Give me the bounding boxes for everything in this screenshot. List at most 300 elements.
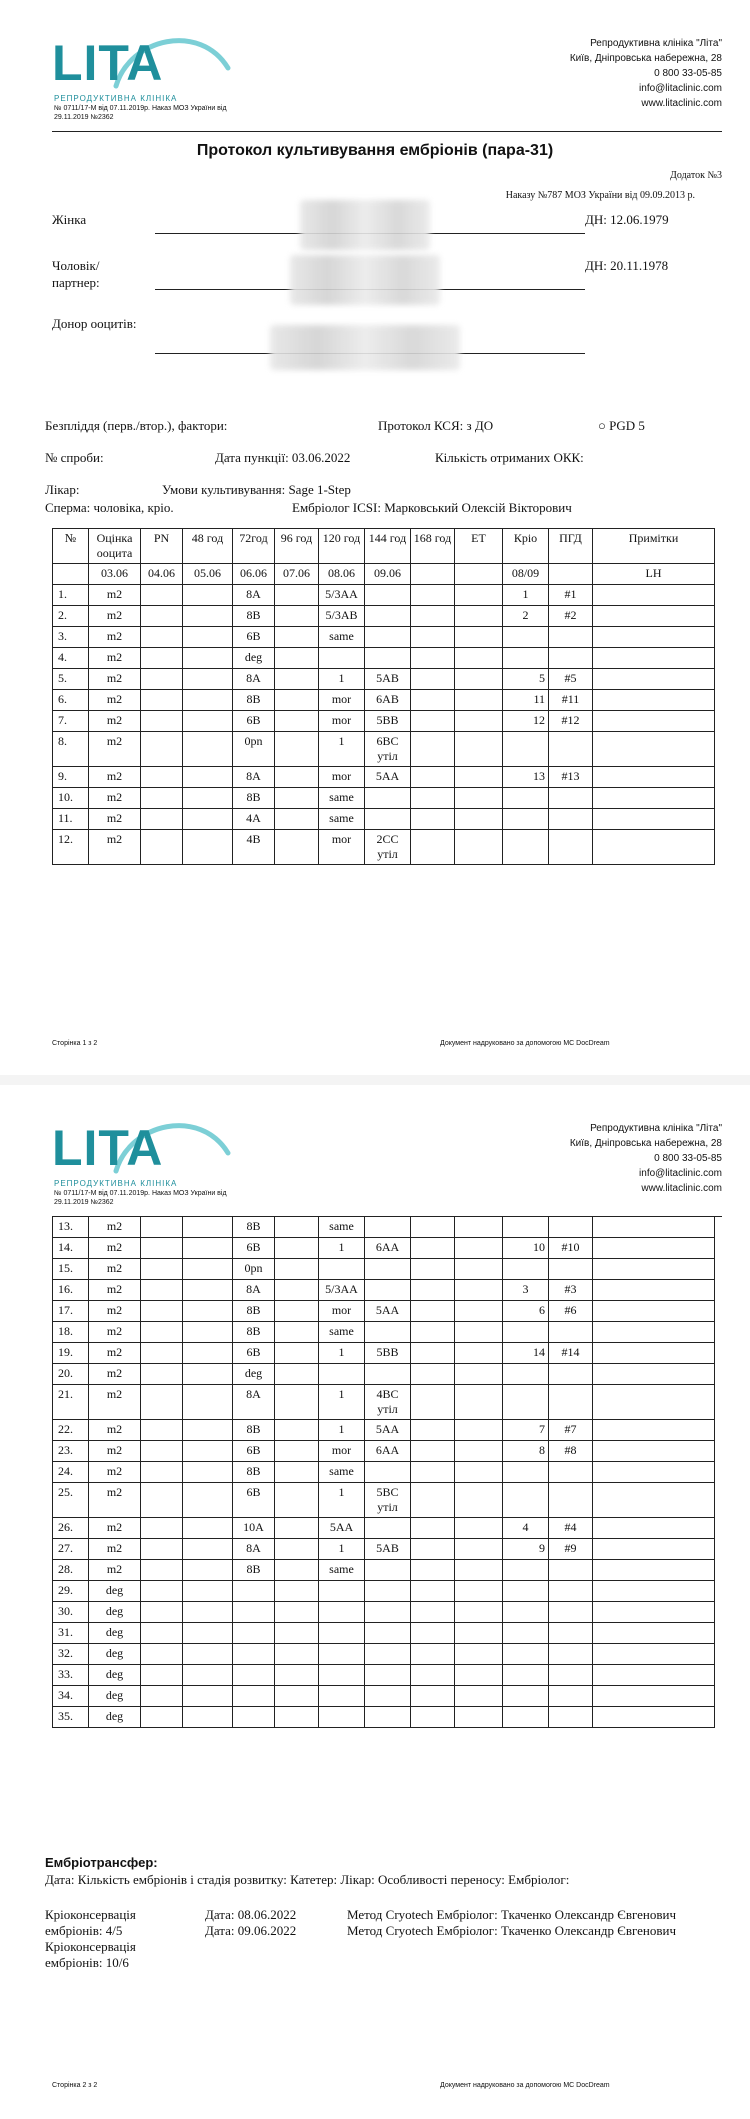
cryo-label: Кріоконсервація xyxy=(45,1939,136,1954)
table-cell xyxy=(455,1217,503,1238)
page-number: Сторінка 2 з 2 xyxy=(52,2082,98,2089)
table-row xyxy=(53,669,715,690)
table-cell xyxy=(183,1686,233,1707)
table-cell xyxy=(549,1364,593,1385)
table-row xyxy=(53,1707,715,1728)
table-cell: deg xyxy=(89,1686,141,1707)
embryo-table-continued xyxy=(52,1216,715,1728)
table-cell xyxy=(275,809,319,830)
table-cell: 4BC утіл xyxy=(365,1385,411,1420)
table-cell: 1 xyxy=(319,1343,365,1364)
table-cell: 2 xyxy=(503,606,549,627)
table-cell: deg xyxy=(89,1644,141,1665)
table-row xyxy=(53,1322,715,1343)
table-cell: 144 год xyxy=(365,529,411,564)
table-cell: deg xyxy=(89,1707,141,1728)
document-page-2 xyxy=(0,1085,750,2119)
table-cell xyxy=(411,1238,455,1259)
table-cell: 13 xyxy=(503,767,549,788)
license-info xyxy=(54,1189,274,1207)
table-cell xyxy=(549,1385,593,1420)
table-cell: 1 xyxy=(319,1420,365,1441)
table-cell: 5AA xyxy=(365,767,411,788)
table-cell xyxy=(411,1581,455,1602)
table-cell xyxy=(503,1644,549,1665)
table-cell xyxy=(275,1462,319,1483)
table-cell xyxy=(455,1385,503,1420)
puncture-date: Дата пункції: 03.06.2022 xyxy=(215,450,351,465)
table-cell: #8 xyxy=(549,1441,593,1462)
license-info xyxy=(54,104,274,122)
table-cell xyxy=(593,1665,715,1686)
table-cell xyxy=(319,1364,365,1385)
table-cell: m2 xyxy=(89,669,141,690)
table-cell xyxy=(455,767,503,788)
table-cell xyxy=(411,1301,455,1322)
table-cell: 4 xyxy=(503,1518,549,1539)
okk-count-field: Кількість отриманих ОКК: xyxy=(435,450,584,465)
table-cell xyxy=(319,1707,365,1728)
table-cell xyxy=(455,648,503,669)
table-cell: 5 xyxy=(503,669,549,690)
table-cell: 9. xyxy=(53,767,89,788)
table-cell xyxy=(141,711,183,732)
table-cell: 04.06 xyxy=(141,564,183,585)
table-cell xyxy=(365,1686,411,1707)
table-cell xyxy=(141,1364,183,1385)
table-cell xyxy=(411,669,455,690)
table-cell xyxy=(455,690,503,711)
table-cell xyxy=(141,627,183,648)
table-cell xyxy=(411,1483,455,1518)
table-cell: 3. xyxy=(53,627,89,648)
table-cell: 03.06 xyxy=(89,564,141,585)
table-cell xyxy=(503,830,549,865)
table-cell: 9 xyxy=(503,1539,549,1560)
table-cell: 24. xyxy=(53,1462,89,1483)
table-row xyxy=(53,1217,715,1238)
table-cell xyxy=(183,1280,233,1301)
table-cell xyxy=(411,767,455,788)
table-cell xyxy=(275,1217,319,1238)
table-row xyxy=(53,788,715,809)
table-cell xyxy=(275,711,319,732)
table-cell: 5BC утіл xyxy=(365,1483,411,1518)
clinic-site: www.litaclinic.com xyxy=(641,98,722,109)
table-cell xyxy=(365,1644,411,1665)
table-cell: 120 год xyxy=(319,529,365,564)
table-cell: 29. xyxy=(53,1581,89,1602)
clinic-address: Київ, Дніпровська набережна, 28 xyxy=(569,53,722,64)
table-cell xyxy=(141,1259,183,1280)
table-cell xyxy=(455,809,503,830)
table-cell xyxy=(455,1644,503,1665)
table-row xyxy=(53,1560,715,1581)
table-cell xyxy=(183,669,233,690)
table-row xyxy=(53,1441,715,1462)
redacted-name xyxy=(300,200,430,250)
table-cell xyxy=(365,1560,411,1581)
table-row xyxy=(53,711,715,732)
table-cell: 17. xyxy=(53,1301,89,1322)
table-cell xyxy=(141,1462,183,1483)
table-cell: 1 xyxy=(319,669,365,690)
table-cell xyxy=(183,1385,233,1420)
table-cell xyxy=(503,788,549,809)
table-cell xyxy=(275,1364,319,1385)
table-row xyxy=(53,1385,715,1420)
table-cell xyxy=(455,669,503,690)
table-cell xyxy=(275,1560,319,1581)
table-cell xyxy=(411,1560,455,1581)
table-cell: 8B xyxy=(233,1462,275,1483)
logo-text: LITA xyxy=(52,35,164,91)
table-cell xyxy=(141,1602,183,1623)
table-cell: same xyxy=(319,1560,365,1581)
table-cell: Кріо xyxy=(503,529,549,564)
table-cell xyxy=(455,1686,503,1707)
pgd-field: ○ PGD 5 xyxy=(598,418,645,433)
clinic-logo xyxy=(52,34,272,124)
table-cell xyxy=(549,1581,593,1602)
table-cell xyxy=(275,1539,319,1560)
table-cell xyxy=(593,830,715,865)
table-cell xyxy=(549,627,593,648)
table-cell xyxy=(503,1259,549,1280)
table-cell xyxy=(411,1707,455,1728)
table-cell xyxy=(141,1560,183,1581)
table-cell xyxy=(365,1322,411,1343)
table-cell xyxy=(275,627,319,648)
table-cell: 30. xyxy=(53,1602,89,1623)
table-cell: 0pn xyxy=(233,1259,275,1280)
woman-dob: ДН: 12.06.1979 xyxy=(585,212,669,227)
table-cell xyxy=(141,585,183,606)
table-cell xyxy=(455,830,503,865)
table-cell xyxy=(503,1665,549,1686)
page-header xyxy=(52,1115,722,1215)
table-cell xyxy=(593,1238,715,1259)
table-cell: 5/3AA xyxy=(319,585,365,606)
table-cell xyxy=(593,1322,715,1343)
table-cell xyxy=(411,1462,455,1483)
table-cell: m2 xyxy=(89,1441,141,1462)
table-cell: 6 xyxy=(503,1301,549,1322)
table-cell xyxy=(183,1665,233,1686)
table-cell xyxy=(503,648,549,669)
table-cell xyxy=(365,627,411,648)
clinic-address: Київ, Дніпровська набережна, 28 xyxy=(569,1138,722,1149)
cryo-embryos: ембріонів: 10/6 xyxy=(45,1955,129,1970)
table-row xyxy=(53,648,715,669)
table-cell: ET xyxy=(455,529,503,564)
table-cell xyxy=(593,648,715,669)
header-divider xyxy=(52,131,722,132)
table-cell: #9 xyxy=(549,1539,593,1560)
table-cell: 28. xyxy=(53,1560,89,1581)
license-line-1: № 0711/17-М від 07.11.2019р. Наказ МОЗ України від xyxy=(54,105,227,112)
table-cell xyxy=(275,1602,319,1623)
table-cell xyxy=(183,1322,233,1343)
table-cell xyxy=(319,1259,365,1280)
table-row xyxy=(53,585,715,606)
table-cell xyxy=(183,585,233,606)
table-cell xyxy=(183,690,233,711)
table-cell: #11 xyxy=(549,690,593,711)
table-cell xyxy=(455,564,503,585)
table-cell xyxy=(593,1623,715,1644)
table-cell xyxy=(455,1364,503,1385)
table-cell: #3 xyxy=(549,1280,593,1301)
table-cell xyxy=(183,1364,233,1385)
table-cell: m2 xyxy=(89,1259,141,1280)
table-cell xyxy=(593,1441,715,1462)
table-cell xyxy=(275,767,319,788)
table-cell: same xyxy=(319,809,365,830)
clinic-phone: 0 800 33-05-85 xyxy=(654,1153,722,1164)
table-cell xyxy=(503,1462,549,1483)
table-cell xyxy=(365,1623,411,1644)
table-cell xyxy=(411,1280,455,1301)
table-cell xyxy=(275,1686,319,1707)
table-cell xyxy=(183,1462,233,1483)
table-cell: 35. xyxy=(53,1707,89,1728)
table-cell: 5AA xyxy=(365,1420,411,1441)
clinic-name: Репродуктивна клініка "Літа" xyxy=(590,1123,722,1134)
table-cell: 27. xyxy=(53,1539,89,1560)
table-cell xyxy=(455,1581,503,1602)
table-cell xyxy=(455,1518,503,1539)
table-cell: #10 xyxy=(549,1238,593,1259)
table-cell: #12 xyxy=(549,711,593,732)
table-row xyxy=(53,1581,715,1602)
table-cell xyxy=(183,1560,233,1581)
table-cell xyxy=(275,1385,319,1420)
table-cell: deg xyxy=(89,1623,141,1644)
table-cell: 8B xyxy=(233,1420,275,1441)
clinic-email: info@litaclinic.com xyxy=(639,1168,722,1179)
table-cell: mor xyxy=(319,711,365,732)
table-cell: m2 xyxy=(89,648,141,669)
table-cell: 10 xyxy=(503,1238,549,1259)
table-cell: #1 xyxy=(549,585,593,606)
table-row xyxy=(53,1259,715,1280)
table-row xyxy=(53,690,715,711)
table-cell: 5AB xyxy=(365,669,411,690)
table-cell xyxy=(183,809,233,830)
table-cell: 21. xyxy=(53,1385,89,1420)
table-cell xyxy=(455,1462,503,1483)
table-row xyxy=(53,1602,715,1623)
table-cell: 14 xyxy=(503,1343,549,1364)
table-cell xyxy=(365,1518,411,1539)
table-cell: 8. xyxy=(53,732,89,767)
table-cell: 7. xyxy=(53,711,89,732)
clinic-phone: 0 800 33-05-85 xyxy=(654,68,722,79)
table-cell: 33. xyxy=(53,1665,89,1686)
redacted-name xyxy=(270,325,460,370)
table-cell xyxy=(549,1707,593,1728)
table-cell xyxy=(549,809,593,830)
table-cell: 5. xyxy=(53,669,89,690)
page-title: Протокол культивування ембріонів (пара-31) xyxy=(196,142,554,159)
table-cell xyxy=(411,1364,455,1385)
table-cell xyxy=(455,1280,503,1301)
table-cell xyxy=(141,788,183,809)
table-row xyxy=(53,1665,715,1686)
table-cell xyxy=(275,1623,319,1644)
table-cell: 5AA xyxy=(319,1518,365,1539)
cryo-date: Дата: 09.06.2022 xyxy=(205,1923,297,1938)
table-cell xyxy=(593,1385,715,1420)
table-cell: m2 xyxy=(89,788,141,809)
table-cell: m2 xyxy=(89,1364,141,1385)
table-cell xyxy=(593,732,715,767)
table-cell: #13 xyxy=(549,767,593,788)
table-cell xyxy=(141,809,183,830)
culture-conditions: Умови культивування: Sage 1-Step xyxy=(162,482,351,497)
table-cell xyxy=(593,1707,715,1728)
table-cell xyxy=(319,1644,365,1665)
table-cell: m2 xyxy=(89,627,141,648)
table-cell xyxy=(275,1665,319,1686)
table-cell: m2 xyxy=(89,1343,141,1364)
table-cell: deg xyxy=(233,1364,275,1385)
license-line-2: 29.11.2019 №2362 xyxy=(54,114,114,121)
partner-label-2: партнер: xyxy=(52,275,100,290)
table-cell: 8B xyxy=(233,1560,275,1581)
table-cell xyxy=(365,1581,411,1602)
table-cell: same xyxy=(319,1322,365,1343)
cryo-method: Метод Cryotech Ембріолог: Ткаченко Олександр Євгенович xyxy=(347,1923,677,1938)
table-cell xyxy=(141,1420,183,1441)
table-cell: m2 xyxy=(89,1238,141,1259)
table-cell xyxy=(455,1707,503,1728)
table-row xyxy=(53,1462,715,1483)
table-cell xyxy=(549,732,593,767)
table-cell xyxy=(183,1420,233,1441)
table-cell xyxy=(411,809,455,830)
table-cell xyxy=(141,1301,183,1322)
table-cell xyxy=(275,1420,319,1441)
table-cell xyxy=(455,1602,503,1623)
table-cell xyxy=(365,585,411,606)
table-cell xyxy=(141,1441,183,1462)
table-cell xyxy=(549,1644,593,1665)
table-cell xyxy=(593,1217,715,1238)
table-cell xyxy=(593,1301,715,1322)
table-cell: 26. xyxy=(53,1518,89,1539)
table-cell: mor xyxy=(319,830,365,865)
table-cell xyxy=(593,1462,715,1483)
table-cell: #14 xyxy=(549,1343,593,1364)
table-cell: 08/09 xyxy=(503,564,549,585)
table-cell xyxy=(275,1707,319,1728)
table-cell: 1 xyxy=(319,732,365,767)
table-cell: 8A xyxy=(233,585,275,606)
table-cell xyxy=(455,711,503,732)
table-cell: deg xyxy=(89,1602,141,1623)
table-cell: 25. xyxy=(53,1483,89,1518)
table-cell xyxy=(183,1301,233,1322)
table-cell: 4A xyxy=(233,809,275,830)
table-cell xyxy=(275,690,319,711)
table-cell xyxy=(411,690,455,711)
table-cell xyxy=(455,1238,503,1259)
table-cell xyxy=(593,1420,715,1441)
table-cell xyxy=(141,767,183,788)
table-cell: 1 xyxy=(319,1238,365,1259)
table-cell xyxy=(233,1665,275,1686)
table-cell: Оцінка ооцита xyxy=(89,529,141,564)
woman-label: Жінка xyxy=(52,212,87,227)
table-cell xyxy=(411,1665,455,1686)
table-cell xyxy=(365,788,411,809)
partner-label: Чоловік/ xyxy=(52,258,100,273)
table-cell xyxy=(319,1665,365,1686)
table-cell: 0pn xyxy=(233,732,275,767)
table-cell: #2 xyxy=(549,606,593,627)
table-cell: 11 xyxy=(503,690,549,711)
table-cell: 6B xyxy=(233,1238,275,1259)
table-cell: 6B xyxy=(233,627,275,648)
table-cell xyxy=(53,564,89,585)
table-cell xyxy=(593,1686,715,1707)
table-cell xyxy=(549,1217,593,1238)
table-cell xyxy=(275,1483,319,1518)
table-cell xyxy=(275,648,319,669)
table-cell xyxy=(503,1385,549,1420)
table-cell xyxy=(411,1539,455,1560)
table-cell xyxy=(275,1644,319,1665)
table-cell xyxy=(275,606,319,627)
table-cell xyxy=(593,1581,715,1602)
table-cell: same xyxy=(319,788,365,809)
table-cell: mor xyxy=(319,1301,365,1322)
table-cell xyxy=(183,1623,233,1644)
table-cell: mor xyxy=(319,1441,365,1462)
table-cell xyxy=(411,1385,455,1420)
table-cell: 05.06 xyxy=(183,564,233,585)
table-cell: #6 xyxy=(549,1301,593,1322)
table-cell xyxy=(183,1217,233,1238)
table-cell xyxy=(411,648,455,669)
partner-dob: ДН: 20.11.1978 xyxy=(585,258,669,273)
table-row xyxy=(53,1420,715,1441)
table-cell xyxy=(183,1259,233,1280)
embryo-transfer-title: Ембріотрансфер: xyxy=(45,1855,158,1870)
table-cell xyxy=(411,564,455,585)
table-cell: m2 xyxy=(89,732,141,767)
table-cell xyxy=(365,1707,411,1728)
table-cell xyxy=(183,1707,233,1728)
cryo-label: Кріоконсервація xyxy=(45,1907,136,1922)
table-cell xyxy=(233,1581,275,1602)
table-cell xyxy=(275,1259,319,1280)
table-cell xyxy=(455,1665,503,1686)
table-cell xyxy=(183,1343,233,1364)
table-cell xyxy=(275,1280,319,1301)
table-row xyxy=(53,830,715,865)
embryo-transfer-fields: Дата: Кількість ембріонів і стадія розвитку: Катетер: Лікар: Особливості переносу: Ембріолог: xyxy=(45,1872,570,1887)
table-row xyxy=(53,1644,715,1665)
table-cell xyxy=(411,606,455,627)
table-cell xyxy=(549,788,593,809)
table-cell xyxy=(141,1644,183,1665)
table-cell: 6B xyxy=(233,1483,275,1518)
table-cell xyxy=(141,1686,183,1707)
sperm-field: Сперма: чоловіка, кріо. xyxy=(45,500,174,515)
